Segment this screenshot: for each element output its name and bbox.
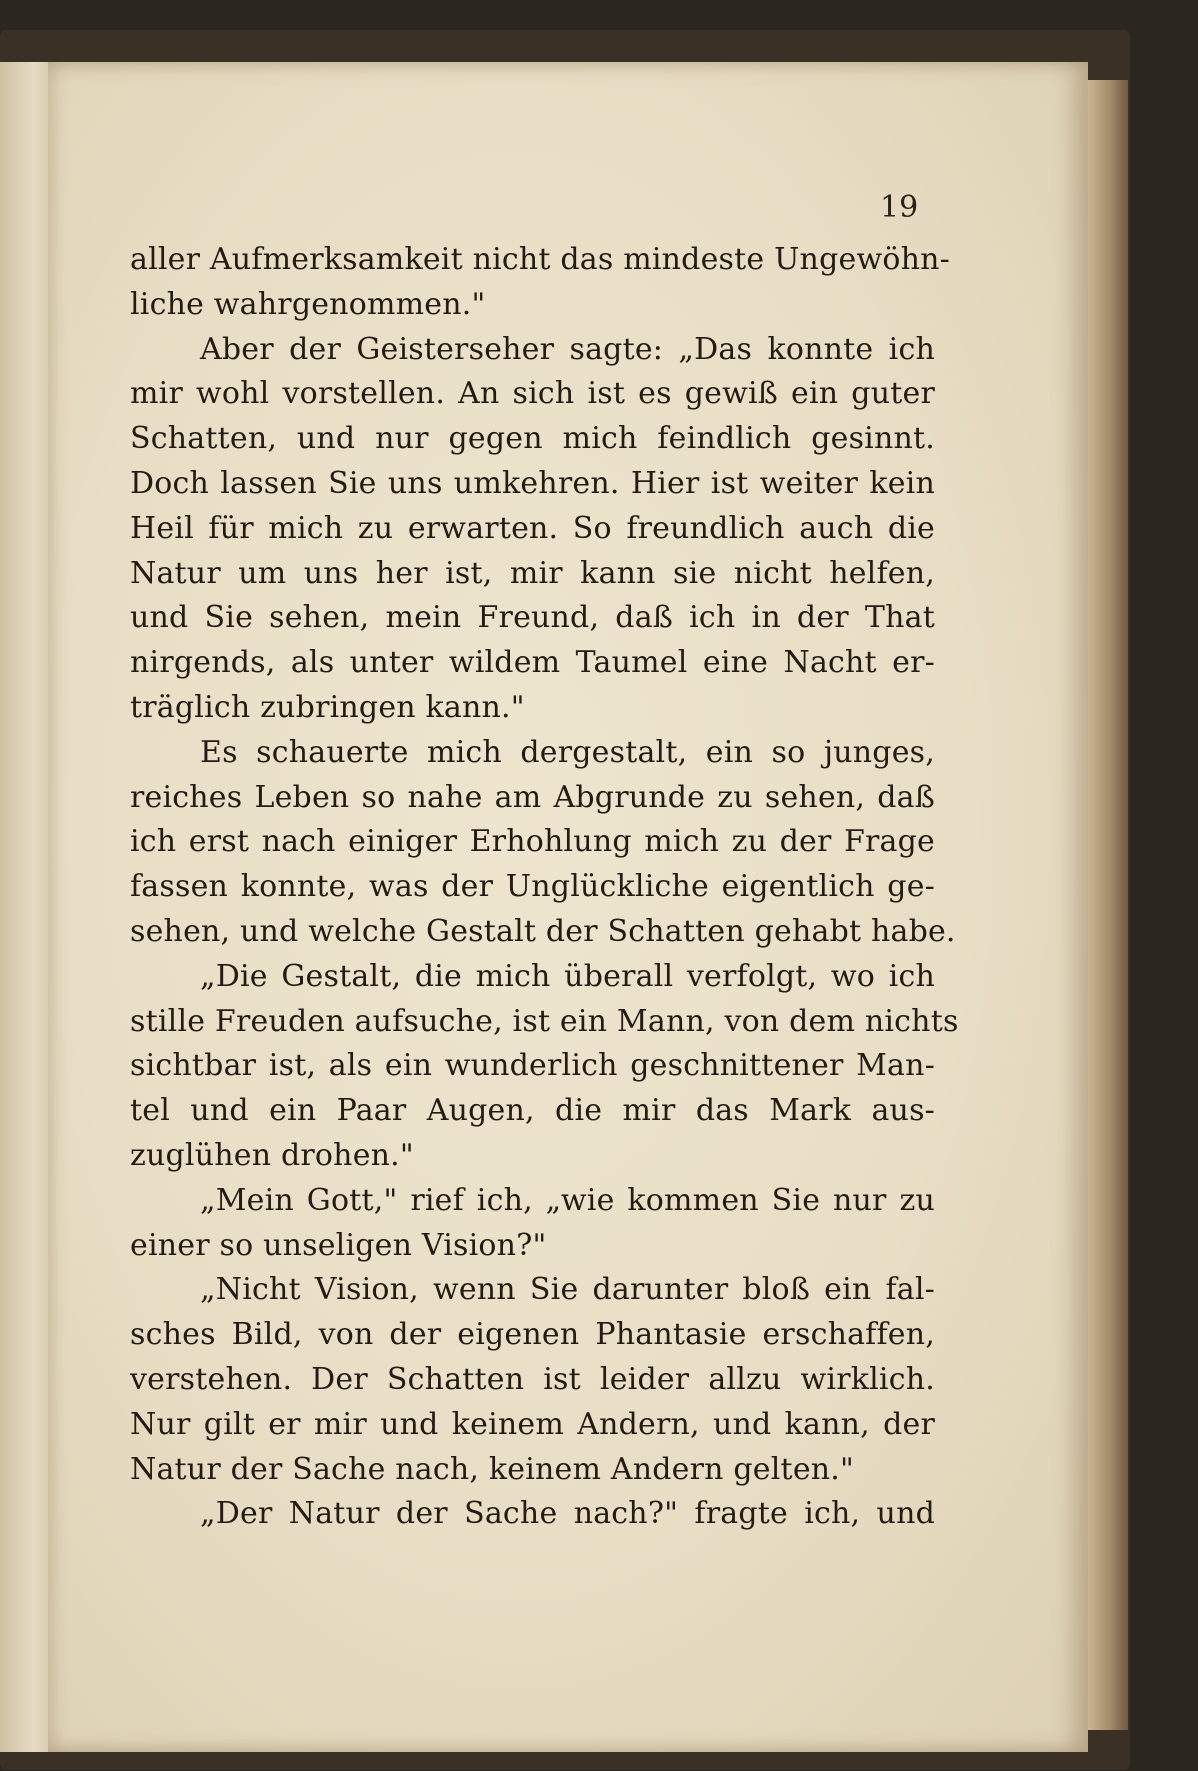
text-line: „Mein Gott," rief ich, „wie kommen Sie nur zu <box>200 1182 935 1218</box>
text-line: sehen, und welche Gestalt der Schatten gehabt habe. <box>130 913 956 949</box>
text-line: „Nicht Vision, wenn Sie darunter bloß ein fal- <box>200 1272 935 1308</box>
text-line: stille Freuden aufsuche, ist ein Mann, von dem nichts <box>130 1003 959 1039</box>
text-line: Aber der Geisterseher sagte: „Das konnte ich <box>200 331 935 367</box>
text-line: sches Bild, von der eigenen Phantasie erschaffen, <box>130 1317 935 1353</box>
text-line: träglich zubringen kann." <box>130 689 525 725</box>
text-line: Es schauerte mich dergestalt, ein so junges, <box>200 734 935 770</box>
text-line: und Sie sehen, mein Freund, daß ich in der That <box>130 600 935 636</box>
page-stack-edge <box>1088 80 1128 1730</box>
text-line: reiches Leben so nahe am Abgrunde zu sehen, daß <box>130 779 935 815</box>
text-line: „Die Gestalt, die mich überall verfolgt, wo ich <box>200 958 935 994</box>
text-line: aller Aufmerksamkeit nicht das mindeste Ungewöhn- <box>130 242 950 277</box>
text-line: Heil für mich zu erwarten. So freundlich auch die <box>130 510 935 546</box>
text-line: Schatten, und nur gegen mich feindlich gesinnt. <box>130 421 935 457</box>
text-line: zuglühen drohen." <box>130 1137 414 1173</box>
text-line: nirgends, als unter wildem Taumel eine Nacht er- <box>130 645 935 681</box>
text-line: fassen konnte, was der Unglückliche eigentlich ge- <box>130 869 935 905</box>
text-line: einer so unseligen Vision?" <box>130 1227 547 1263</box>
text-line: sichtbar ist, als ein wunderlich geschnittener Man- <box>130 1048 935 1084</box>
text-line: Natur der Sache nach, keinem Andern gelten." <box>130 1451 855 1487</box>
text-line: Nur gilt er mir und keinem Andern, und kann, der <box>130 1406 935 1442</box>
page-text <box>130 238 959 1537</box>
text-line: tel und ein Paar Augen, die mir das Mark aus- <box>130 1093 935 1129</box>
previous-page-edge <box>0 62 50 1752</box>
text-line: verstehen. Der Schatten ist leider allzu wirklich. <box>130 1361 935 1397</box>
text-line: Natur um uns her ist, mir kann sie nicht helfen, <box>130 555 935 591</box>
page-number: 19 <box>880 190 919 225</box>
text-line: „Der Natur der Sache nach?" fragte ich, und <box>200 1496 935 1532</box>
text-line: mir wohl vorstellen. An sich ist es gewiß ein guter <box>130 376 935 412</box>
text-line: liche wahrgenommen." <box>130 286 486 322</box>
text-line: ich erst nach einiger Erhohlung mich zu der Frage <box>130 824 935 860</box>
text-line: Doch lassen Sie uns umkehren. Hier ist weiter kein <box>130 465 935 501</box>
